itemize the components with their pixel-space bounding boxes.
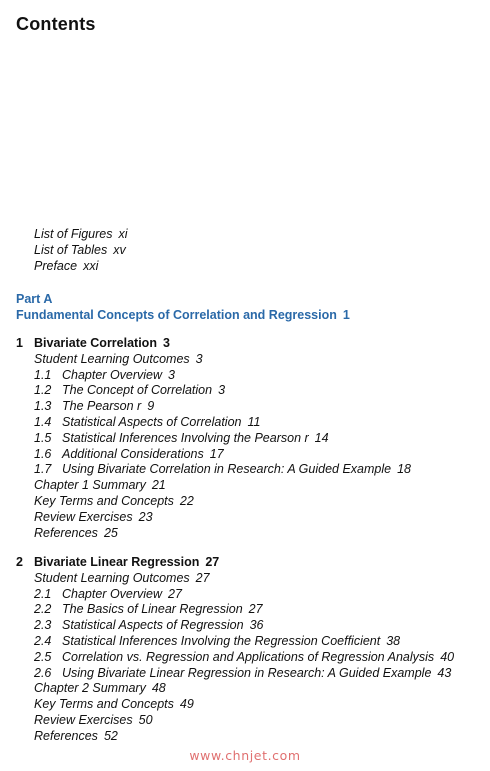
toc-entry[interactable]: Review Exercises 50	[34, 712, 153, 727]
chapter-heading[interactable]	[16, 336, 411, 352]
toc-entry-preface[interactable]: Preface xxi	[34, 258, 99, 273]
toc-entry[interactable]: 1.5 Statistical Inferences Involving the Pearson r 14	[34, 430, 329, 445]
toc-entry[interactable]: References 25	[34, 525, 118, 540]
toc-entry[interactable]: 1.2 The Concept of Correlation 3	[34, 383, 226, 398]
chapter-1	[16, 336, 411, 541]
toc-entry[interactable]: 2.6 Using Bivariate Linear Regression in Research: A Guided Example 43	[34, 665, 452, 680]
toc-entry[interactable]: Student Learning Outcomes 3	[34, 351, 203, 366]
toc-entry[interactable]: 2.1 Chapter Overview 27	[34, 586, 182, 601]
toc-entry[interactable]: Key Terms and Concepts 22	[34, 493, 194, 508]
chapter-number: 1	[16, 336, 23, 350]
toc-entry[interactable]: Chapter 1 Summary 21	[34, 478, 166, 493]
toc-entry[interactable]: Chapter 2 Summary 48	[34, 681, 166, 696]
toc-entry-list-of-tables[interactable]: List of Tables xv	[34, 242, 126, 257]
toc-entry[interactable]: Key Terms and Concepts 49	[34, 697, 194, 712]
page-number: 27	[205, 555, 220, 569]
toc-entry[interactable]: 1.1 Chapter Overview 3	[34, 367, 175, 382]
toc-entry[interactable]: 2.5 Correlation vs. Regression and Applications of Regression Analysis 40	[34, 649, 455, 664]
chapter-heading[interactable]	[16, 555, 454, 571]
toc-entry[interactable]: References 52	[34, 728, 118, 743]
toc-entry[interactable]: 2.3 Statistical Aspects of Regression 36	[34, 618, 264, 633]
toc-entry[interactable]: 1.6 Additional Considerations 17	[34, 446, 224, 461]
chapter-2-entries	[16, 571, 454, 745]
page-number: 1	[342, 307, 350, 322]
page-title: Contents	[16, 14, 96, 34]
page-number: xxi	[83, 258, 99, 273]
chapter-2	[16, 555, 454, 745]
page-number: 3	[162, 336, 170, 350]
part-heading[interactable]	[16, 292, 350, 323]
watermark: www.chnjet.com	[189, 748, 301, 763]
chapter-title: Bivariate Correlation	[34, 336, 157, 350]
toc-entry[interactable]: Student Learning Outcomes 27	[34, 570, 210, 585]
toc-entry[interactable]: 1.4 Statistical Aspects of Correlation 11	[34, 414, 261, 429]
page-number: xi	[118, 227, 128, 241]
part-label: Part A	[16, 292, 53, 306]
toc-entry[interactable]: Review Exercises 23	[34, 509, 153, 524]
chapter-1-entries	[16, 352, 411, 542]
chapter-number: 2	[16, 555, 23, 569]
toc-entry[interactable]: 2.2 The Basics of Linear Regression 27	[34, 602, 263, 617]
toc-entry[interactable]: 1.3 The Pearson r 9	[34, 399, 155, 414]
chapter-title: Bivariate Linear Regression	[34, 555, 200, 569]
page-number: xv	[113, 242, 126, 257]
toc-entry-list-of-figures[interactable]: List of Figures xi	[34, 227, 128, 241]
front-matter	[34, 227, 128, 274]
part-title: Fundamental Concepts of Correlation and Regression	[16, 307, 337, 322]
toc-entry[interactable]: 2.4 Statistical Inferences Involving the Regression Coefficient 38	[34, 633, 401, 648]
toc-entry[interactable]: 1.7 Using Bivariate Correlation in Research: A Guided Example 18	[34, 462, 411, 477]
